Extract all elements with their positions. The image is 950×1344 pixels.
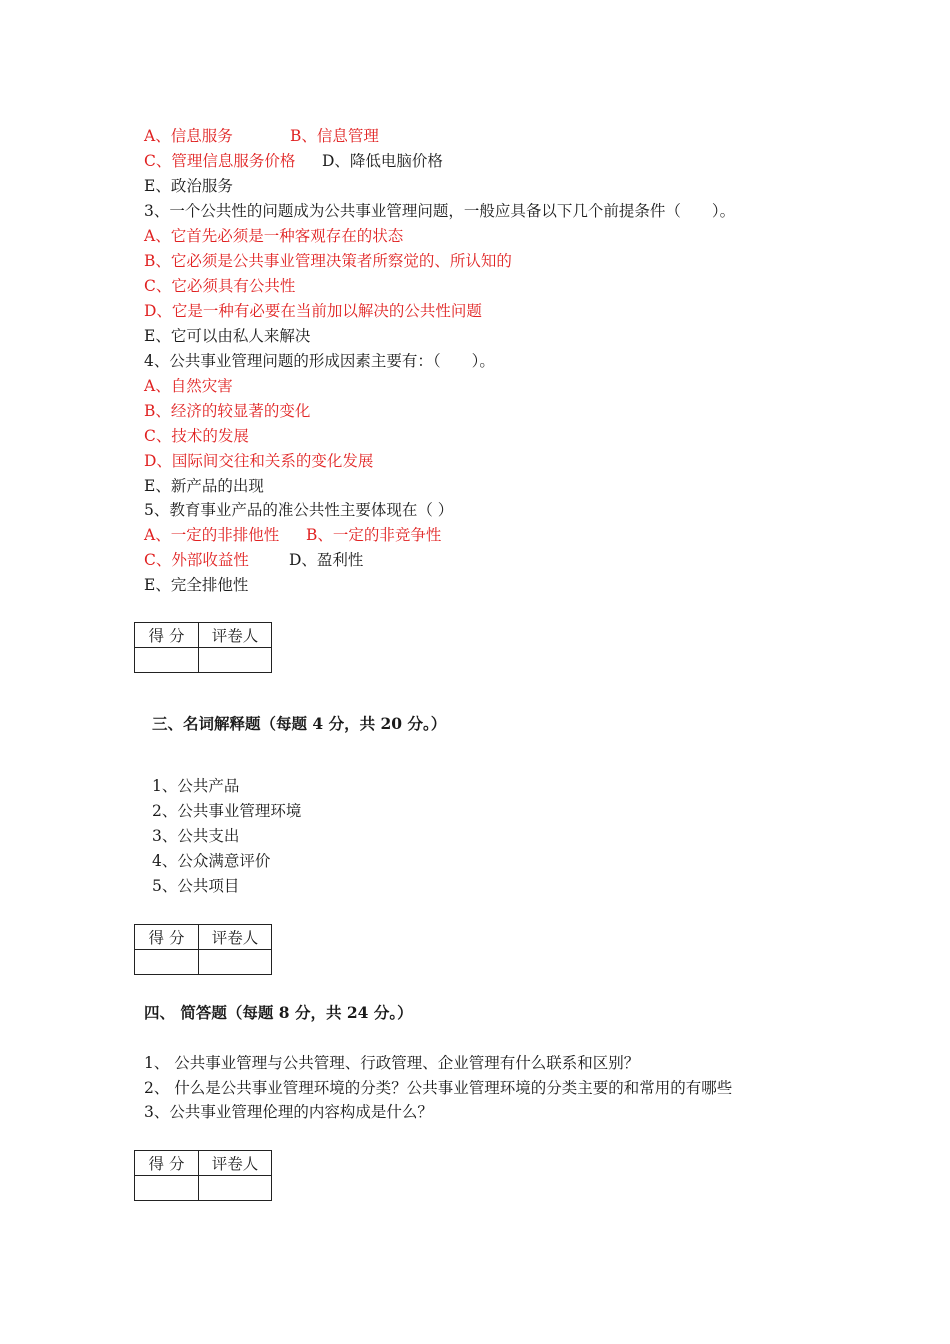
section4-item: 3、公共事业管理伦理的内容构成是什么？ — [144, 1103, 433, 1121]
q5-option-a: A、一定的非排他性 — [144, 526, 280, 544]
q2-option-a: A、信息服务 — [144, 127, 233, 145]
q5-option-e: E、完全排他性 — [144, 576, 249, 594]
score-label: 得 分 — [135, 925, 199, 950]
q4-option-b: B、经济的较显著的变化 — [144, 402, 311, 420]
grader-label: 评卷人 — [199, 623, 272, 648]
grader-cell[interactable] — [199, 1176, 272, 1201]
grader-cell[interactable] — [199, 950, 272, 975]
q3-option-d: D、它是一种有必要在当前加以解决的公共性问题 — [144, 302, 482, 320]
q4-option-e: E、新产品的出现 — [144, 477, 264, 495]
q5-stem: 5、教育事业产品的准公共性主要体现在（ ） — [144, 501, 454, 519]
score-cell[interactable] — [135, 950, 199, 975]
q2-option-c: C、管理信息服务价格 — [144, 152, 296, 170]
q2-option-b: B、信息管理 — [290, 127, 379, 145]
q3-option-b: B、它必须是公共事业管理决策者所察觉的、所认知的 — [144, 252, 512, 270]
score-table — [134, 1150, 272, 1201]
q3-option-c: C、它必须具有公共性 — [144, 277, 296, 295]
section3-item: 3、公共支出 — [152, 827, 240, 845]
q4-option-a: A、自然灾害 — [144, 377, 233, 395]
q5-option-c: C、外部收益性 — [144, 551, 249, 569]
score-table — [134, 924, 272, 975]
section3-item: 2、公共事业管理环境 — [152, 802, 302, 820]
section3-title: 三、名词解释题（每题 4 分，共 20 分。） — [152, 714, 447, 733]
q5-option-b: B、一定的非竞争性 — [306, 526, 442, 544]
section4-item: 1、 公共事业管理与公共管理、行政管理、企业管理有什么联系和区别？ — [144, 1054, 640, 1072]
section3-item: 4、公众满意评价 — [152, 852, 271, 870]
section3-item: 1、公共产品 — [152, 777, 240, 795]
q3-stem: 3、一个公共性的问题成为公共事业管理问题，一般应具备以下几个前提条件（ ）。 — [144, 202, 736, 220]
grader-cell[interactable] — [199, 648, 272, 673]
q5-option-d: D、盈利性 — [289, 551, 364, 569]
q2-option-d: D、降低电脑价格 — [322, 152, 443, 170]
score-label: 得 分 — [135, 623, 199, 648]
score-table — [134, 622, 272, 673]
section3-item: 5、公共项目 — [152, 877, 240, 895]
score-label: 得 分 — [135, 1151, 199, 1176]
section4-title: 四、 简答题（每题 8 分，共 24 分。） — [144, 1003, 413, 1022]
section4-item: 2、 什么是公共事业管理环境的分类？公共事业管理环境的分类主要的和常用的有哪些 — [144, 1079, 733, 1097]
grader-label: 评卷人 — [199, 925, 272, 950]
score-cell[interactable] — [135, 1176, 199, 1201]
grader-label: 评卷人 — [199, 1151, 272, 1176]
q4-option-d: D、国际间交往和关系的变化发展 — [144, 452, 374, 470]
q4-option-c: C、技术的发展 — [144, 427, 249, 445]
q2-option-e: E、政治服务 — [144, 177, 233, 195]
q4-stem: 4、公共事业管理问题的形成因素主要有：（ ）。 — [144, 352, 495, 370]
score-cell[interactable] — [135, 648, 199, 673]
q3-option-e: E、它可以由私人来解决 — [144, 327, 311, 345]
q3-option-a: A、它首先必须是一种客观存在的状态 — [144, 227, 404, 245]
